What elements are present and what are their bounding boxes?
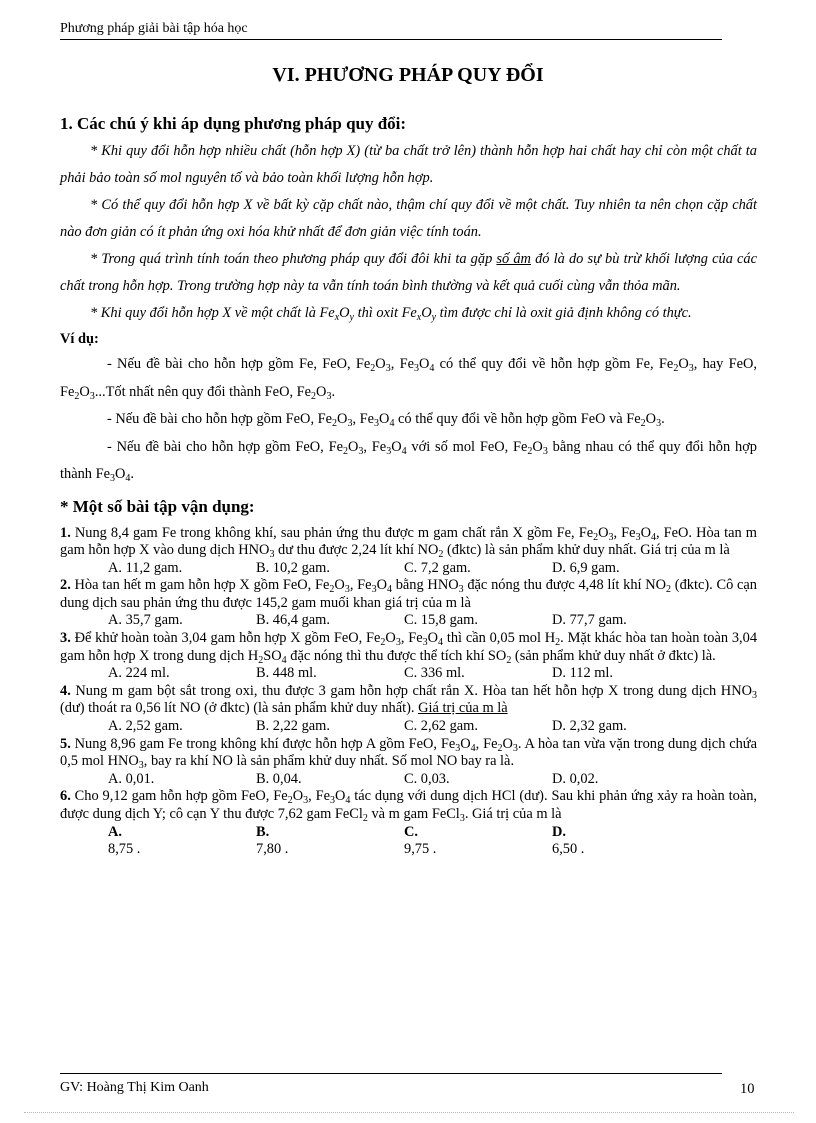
option-d: D. 112 ml.: [552, 665, 614, 682]
option-a: A. 11,2 gam.: [108, 559, 183, 576]
question-2: 2. Hòa tan hết m gam hỗn hợp X gồm FeO, $Fe_2O_3$, $Fe_3O_4$ bằng $HNO_3$ đặc nóng thu được 4,48 lít khí $NO_2$ (đktc). Cô cạn dung dịch sau phản ứng thu được 145,2 gam muối khan giá trị của m là: [60, 577, 757, 611]
option-d: D.6,50 .: [552, 823, 585, 858]
note-4: * Khi quy đổi hỗn hợp X về một chất là $Fe_xO_y$ thì oxit $Fe_xO_y$ tìm được chỉ là oxit giả định không có thực.: [90, 305, 692, 323]
example-label: Ví dụ:: [60, 331, 99, 347]
note-2: * Có thể quy đổi hỗn hợp X về bất kỳ cặp chất nào, thậm chí quy đổi về một chất. Tuy nhiên ta nên chọn cặp chất nào đơn giản có ít phản ứng oxi hóa khử nhất để đơn giản việc tính toán.: [60, 197, 757, 240]
question-4: 4. Nung m gam bột sắt trong oxi, thu được 3 gam hỗn hợp chất rắn X. Hòa tan hết hỗn hợp X trong dung dịch $HNO_3$ (dư) thoát ra 0,56 lít NO (ở đktc) (là sản phẩm khử duy nhất). Giá trị của m là: [60, 682, 757, 717]
question-5-options: [60, 771, 757, 789]
option-b: B. 2,22 gam.: [256, 718, 330, 735]
note-1: * Khi quy đổi hỗn hợp nhiều chất (hỗn hợp X) (từ ba chất trở lên) thành hỗn hợp hai chất hay chỉ còn một chất ta phải bảo toàn số mol nguyên tố và bảo toàn khối lượng hỗn hợp.: [60, 143, 757, 186]
option-b: B. 0,04.: [256, 770, 302, 787]
option-a: A. 0,01.: [108, 770, 155, 787]
option-d: D. 0,02.: [552, 770, 599, 787]
page-bottom-divider: [24, 1112, 794, 1113]
option-b: B. 10,2 gam.: [256, 559, 330, 576]
question-3-options: [60, 665, 757, 683]
page-title: VI. PHƯƠNG PHÁP QUY ĐỔI: [272, 64, 544, 86]
option-b: B. 46,4 gam.: [256, 612, 330, 629]
underlined-term: số âm: [496, 251, 531, 267]
option-a: A.8,75 .: [108, 823, 141, 858]
section-1-heading: 1. Các chú ý khi áp dụng phương pháp quy đổi:: [60, 114, 407, 133]
option-c: C. 336 ml.: [404, 665, 465, 682]
option-d: D. 77,7 gam.: [552, 612, 627, 629]
question-6-options: [60, 824, 757, 859]
example-1: - Nếu đề bài cho hỗn hợp gồm Fe, FeO, $Fe_2O_3$, $Fe_3O_4$ có thể quy đổi về hỗn hợp gồm Fe, $Fe_2O_3$, hay FeO, $Fe_2O_3...Tốt$ nhất nên quy đổi thành FeO, $Fe_2O_3$.: [60, 356, 758, 402]
option-a: A. 224 ml.: [108, 665, 170, 682]
page-number: 10: [740, 1081, 755, 1097]
option-d: D. 6,9 gam.: [552, 559, 620, 576]
question-5: 5. Nung 8,96 gam Fe trong không khí được hỗn hợp A gồm FeO, $Fe_3O_4$, $Fe_2O_3$. A hòa tan vừa vặn trong dung dịch chứa 0,5 mol $HNO_3$, bay ra khí NO là sản phẩm khử duy nhất. Số mol NO bay ra là.: [60, 735, 757, 772]
footer-rule: [60, 1073, 722, 1074]
question-1: 1. Nung 8,4 gam Fe trong không khí, sau phản ứng thu được m gam chất rắn X gồm Fe, $Fe_2O_3$, $Fe_3O_4$, FeO. Hòa tan m gam hỗn hợp X vào dung dịch $HNO_3$ dư thu được 2,24 lít khí $NO_2$ (đktc) là sản phẩm khử duy nhất. Giá trị của m là: [60, 524, 757, 561]
option-a: A. 2,52 gam.: [108, 718, 183, 735]
question-1-options: [60, 560, 757, 578]
section-2-heading: * Một số bài tập vận dụng:: [60, 496, 255, 516]
option-d: D. 2,32 gam.: [552, 718, 627, 735]
note-3: * Trong quá trình tính toán theo phương pháp quy đổi đôi khi ta gặp số âm đó là do sự bù trừ khối lượng của các chất trong hỗn hợp. Trong trường hợp này ta vẫn tính toán bình thường và kết quả cuối cùng vẫn thỏa mãn.: [60, 251, 758, 294]
option-b: B.7,80 .: [256, 823, 289, 858]
option-c: C.9,75 .: [404, 823, 437, 858]
main-content: [60, 114, 757, 859]
option-b: B. 448 ml.: [256, 665, 317, 682]
footer-author: GV: Hoàng Thị Kim Oanh: [60, 1080, 209, 1095]
option-a: A. 35,7 gam.: [108, 612, 183, 629]
question-4-options: [60, 718, 757, 736]
question-3: 3. Để khử hoàn toàn 3,04 gam hỗn hợp X gồm FeO, $Fe_2O_3$, $Fe_3O_4$ thì cần 0,05 mol $H_2$. Mặt khác hòa tan hoàn toàn 3,04 gam hỗn hợp X trong dung dịch $H_2SO_4$ đặc nóng thì thu được thể tích khí $SO_2$ (sản phẩm khử duy nhất ở đktc) là.: [60, 630, 758, 666]
page-header: Phương pháp giải bài tập hóa học: [60, 21, 248, 36]
header-rule: [60, 39, 722, 40]
example-3: - Nếu đề bài cho hỗn hợp gồm FeO, $Fe_2O_3$, $Fe_3O_4$ với số mol FeO, $Fe_2O_3$ bằng nhau có thể quy đổi hỗn hợp thành $Fe_3O_4$.: [60, 438, 758, 484]
option-c: C. 7,2 gam.: [404, 559, 471, 576]
option-c: C. 15,8 gam.: [404, 612, 478, 629]
question-2-options: [60, 612, 757, 630]
option-c: C. 0,03.: [404, 770, 450, 787]
option-c: C. 2,62 gam.: [404, 718, 478, 735]
question-6: 6. Cho 9,12 gam hỗn hợp gồm FeO, $Fe_2O_3$, $Fe_3O_4$ tác dụng với dung dịch HCl (dư). Sau khi phản ứng xảy ra hoàn toàn, được dung dịch Y; cô cạn Y thu được 7,62 gam FeCl$_2$ và m gam FeCl$_3$. Giá trị của m là: [60, 788, 757, 824]
example-2: - Nếu đề bài cho hỗn hợp gồm FeO, $Fe_2O_3$, $Fe_3O_4$ có thể quy đổi về hỗn hợp gồm FeO và $Fe_2O_3$.: [107, 411, 665, 429]
